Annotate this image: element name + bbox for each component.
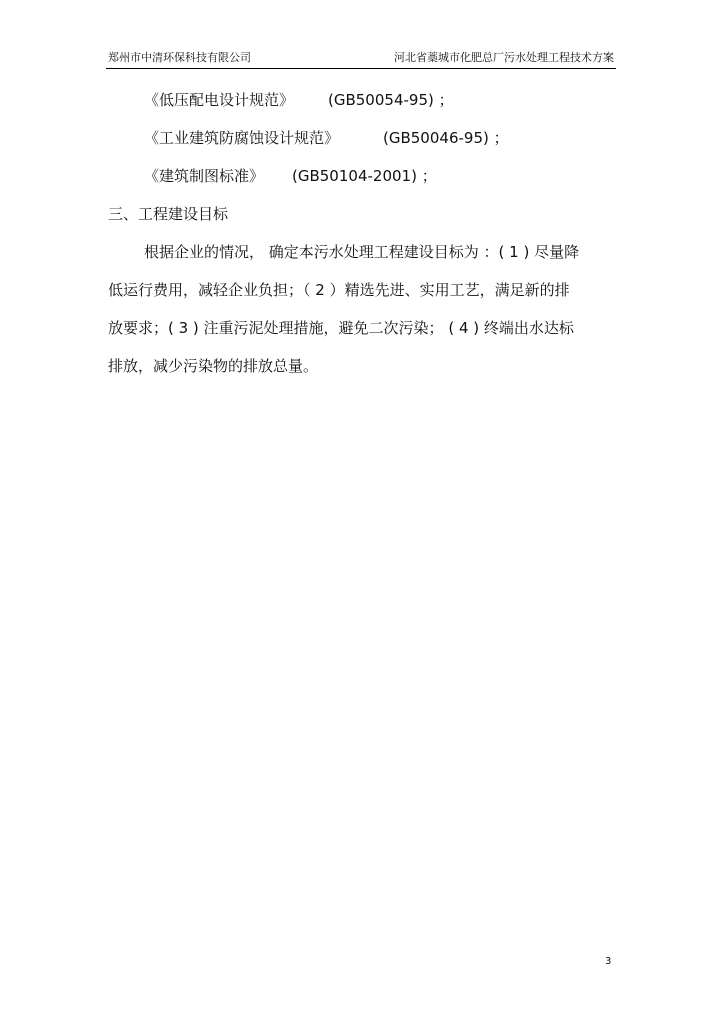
paragraph-line: 排放，减少污染物的排放总量。 <box>108 357 319 375</box>
reference-code: (GB50054-95) ； <box>328 91 454 109</box>
header-divider <box>106 68 616 69</box>
reference-code: (GB50046-95) ； <box>383 129 509 147</box>
reference-code: (GB50104-2001) ； <box>292 167 437 185</box>
header-project-title: 河北省藁城市化肥总厂污水处理工程技术方案 <box>394 51 614 64</box>
page-number: 3 <box>605 956 612 967</box>
header-company: 郑州市中清环保科技有限公司 <box>108 51 251 64</box>
reference-title: 《建筑制图标准》 <box>144 167 265 185</box>
paragraph-line: 放要求；( 3 ) 注重污泥处理措施，避免二次污染； ( 4 ) 终端出水达标 <box>108 319 574 337</box>
paragraph-line: 根据企业的情况， 确定本污水处理工程建设目标为 ：( 1 ) 尽量降 <box>144 243 580 261</box>
reference-title: 《低压配电设计规范》 <box>144 91 295 109</box>
section-heading: 三、工程建设目标 <box>108 205 229 223</box>
paragraph-line: 低运行费用，减轻企业负担；（ 2 ）精选先进、实用工艺，满足新的排 <box>108 281 570 299</box>
reference-title: 《工业建筑防腐蚀设计规范》 <box>144 129 340 147</box>
